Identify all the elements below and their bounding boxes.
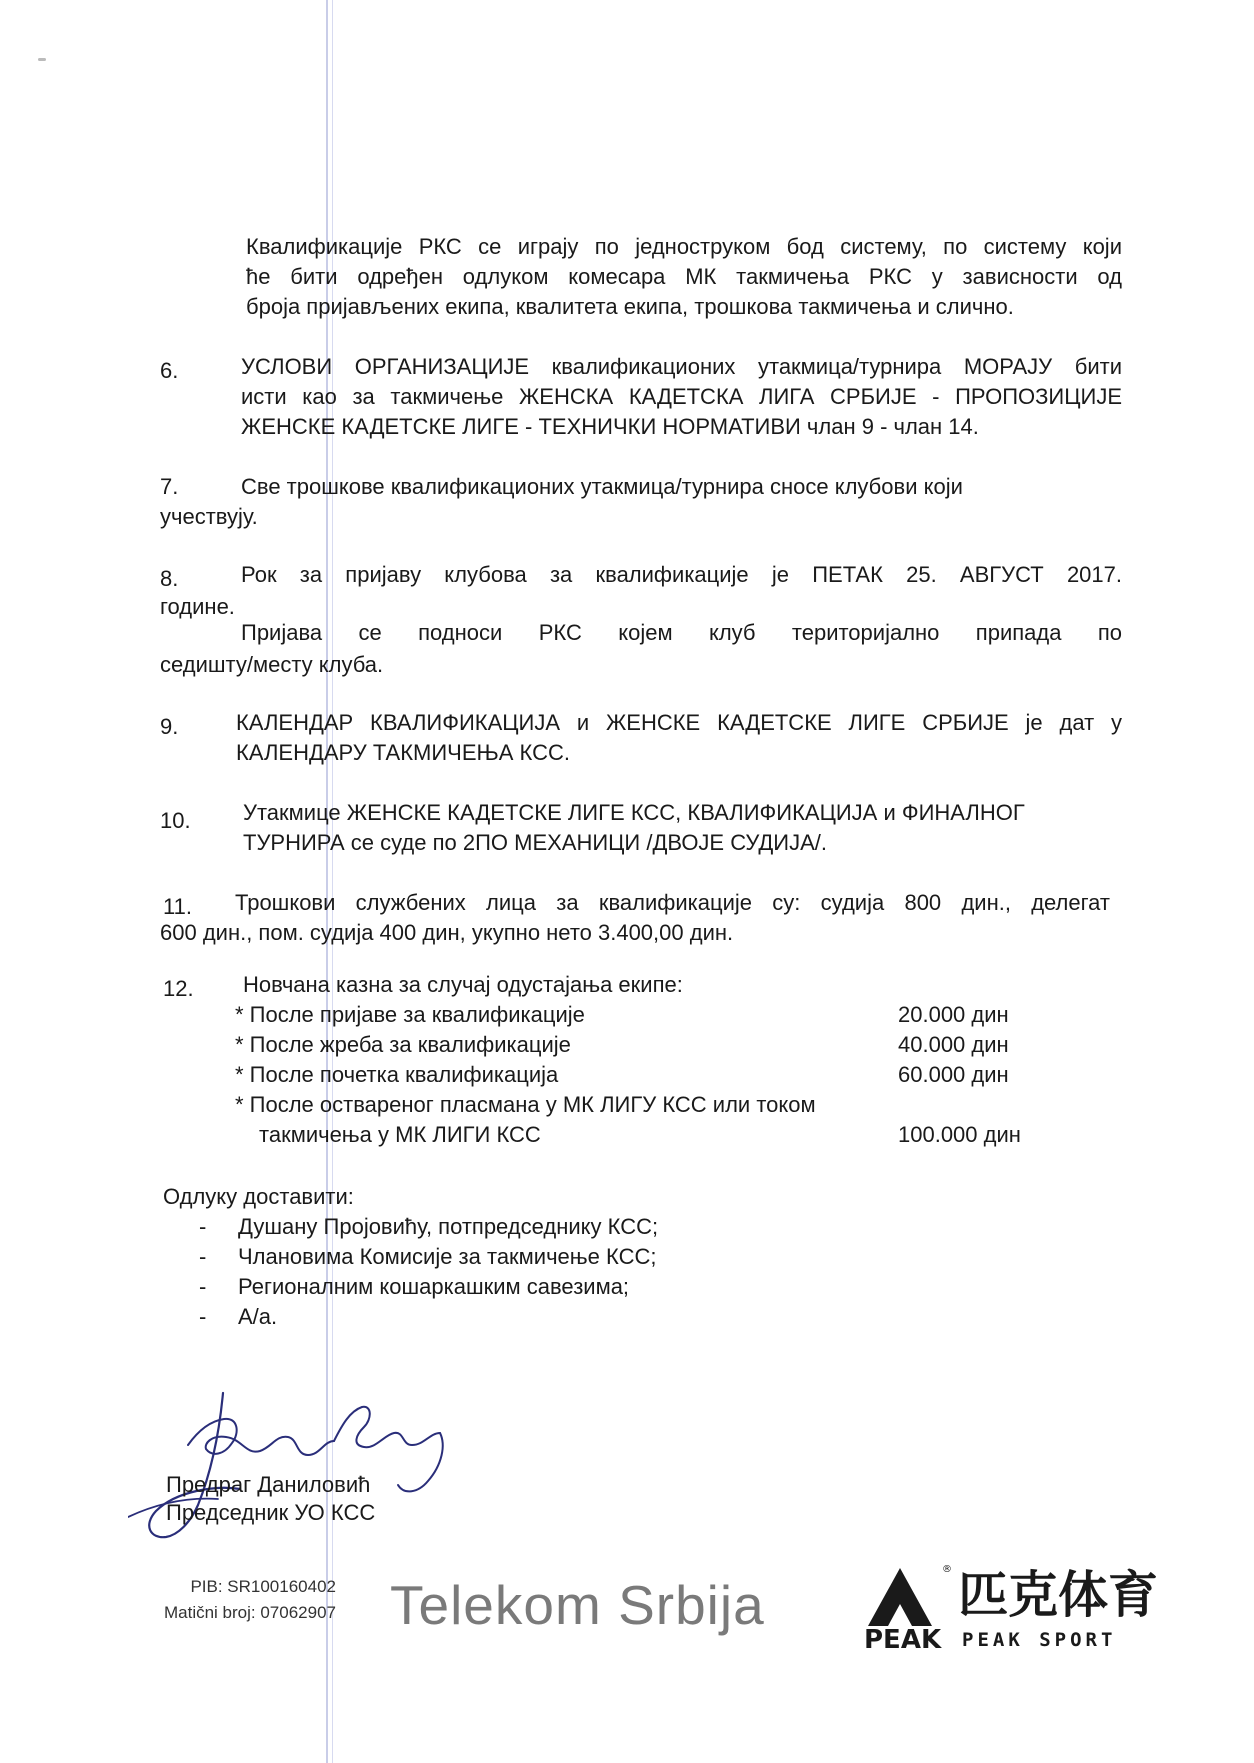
fine-amount: 100.000 дин [898,1122,1021,1147]
fine-label: * После пријаве за квалификације [235,1002,585,1027]
section-9-line-1: КАЛЕНДАР КВАЛИФИКАЦИЈА и ЖЕНСКЕ КАДЕТСКЕ ЛИГЕ СРБИЈЕ је дат у [236,710,1122,735]
signature-scribble [128,1385,488,1555]
section-6-number: 6. [160,358,179,383]
section-8-line-3: Пријава се подноси РКС којем клуб територијално припада по [241,620,1122,645]
section-7-line-2: учествују. [160,504,258,529]
fine-label: * После оствареног пласмана у МК ЛИГУ КСС или током [235,1092,816,1117]
section-12-heading: Новчана казна за случај одустајања екипе: [243,972,683,997]
section-11-line-2: 600 дин., пом. судија 400 дин, укупно нето 3.400,00 дин. [160,920,734,945]
fine-label: * После почетка квалификација [235,1062,559,1087]
section-9-number: 9. [160,714,179,739]
intro-line-2: ће бити одређен одлуком комесара МК такмичења РКС у зависности од [246,264,1122,289]
section-10-line-1: Утакмице ЖЕНСКЕ КАДЕТСКЕ ЛИГЕ КСС, КВАЛИФИКАЦИЈА и ФИНАЛНОГ [243,800,1025,825]
section-10-number: 10. [160,808,191,833]
section-9-line-2: КАЛЕНДАРУ ТАКМИЧЕЊА КСС. [236,740,570,765]
peak-chinese-text: 匹克体育 [958,1566,1158,1624]
section-11-line-1: Трошкови службених лица за квалификације су: судија 800 дин., делегат [235,890,1110,915]
section-8-number: 8. [160,566,179,591]
section-8-line-4: седишту/месту клуба. [160,652,384,677]
distribution-dash: - [199,1214,207,1239]
fine-amount: 60.000 дин [898,1062,1009,1087]
footer-maticni-broj: Matični broj: 07062907 [163,1603,336,1622]
distribution-item: Душану Пројовићу, потпредседнику КСС; [238,1214,659,1239]
distribution-item: Члановима Комисије за такмичење КСС; [238,1244,657,1269]
section-6-line-3: ЖЕНСКЕ КАДЕТСКЕ ЛИГЕ - ТЕХНИЧКИ НОРМАТИВИ члан 9 - члан 14. [241,414,979,439]
distribution-heading: Одлуку доставити: [163,1184,354,1209]
section-12-number: 12. [163,976,194,1001]
section-6-line-1: УСЛОВИ ОРГАНИЗАЦИЈЕ квалификационих утакмица/турнира МОРАЈУ бити [241,354,1122,379]
section-6-line-2: исти као за такмичење ЖЕНСКА КАДЕТСКА ЛИГА СРБИЈЕ - ПРОПОЗИЦИЈЕ [241,384,1122,409]
intro-line-1: Квалификације РКС се играју по једноструком бод систему, по систему који [246,234,1122,259]
fine-label: такмичења у МК ЛИГИ КСС [259,1122,541,1147]
section-8-line-2: године. [160,594,235,619]
signatory-name: Предраг Даниловић [166,1472,371,1497]
section-7-number: 7. [160,474,179,499]
distribution-dash: - [199,1274,207,1299]
distribution-dash: - [199,1244,207,1269]
distribution-dash: - [199,1304,207,1329]
intro-line-3: броја пријављених екипа, квалитета екипа, трошкова такмичења и слично. [246,294,1014,319]
scan-speck [38,58,46,61]
fine-amount: 40.000 дин [898,1032,1009,1057]
peak-sport-logo [858,1550,1180,1650]
signatory-title: Председник УО КСС [166,1500,376,1525]
distribution-item: Регионалним кошаркашким савезима; [238,1274,630,1299]
section-10-line-2: ТУРНИРА се суде по 2ПО МЕХАНИЦИ /ДВОЈЕ СУДИЈА/. [243,830,827,855]
fine-label: * После жреба за квалификације [235,1032,571,1057]
peak-sport-text: PEAK SPORT [962,1629,1117,1650]
section-7-line-1: Све трошкове квалификационих утакмица/турнира сносе клубови који [241,474,963,499]
peak-triangle-icon [868,1568,932,1626]
section-8-line-1: Рок за пријаву клубова за квалификације је ПЕТАК 25. АВГУСТ 2017. [241,562,1122,587]
telekom-srbija-logo: Telekom Srbija [390,1574,765,1636]
distribution-item: А/а. [238,1304,278,1329]
peak-brand-text: PEAK [864,1625,942,1650]
footer-pib: PIB: SR100160402 [190,1577,336,1596]
registered-mark: ® [942,1564,952,1575]
section-11-number: 11. [163,894,192,919]
fine-amount: 20.000 дин [898,1002,1009,1027]
